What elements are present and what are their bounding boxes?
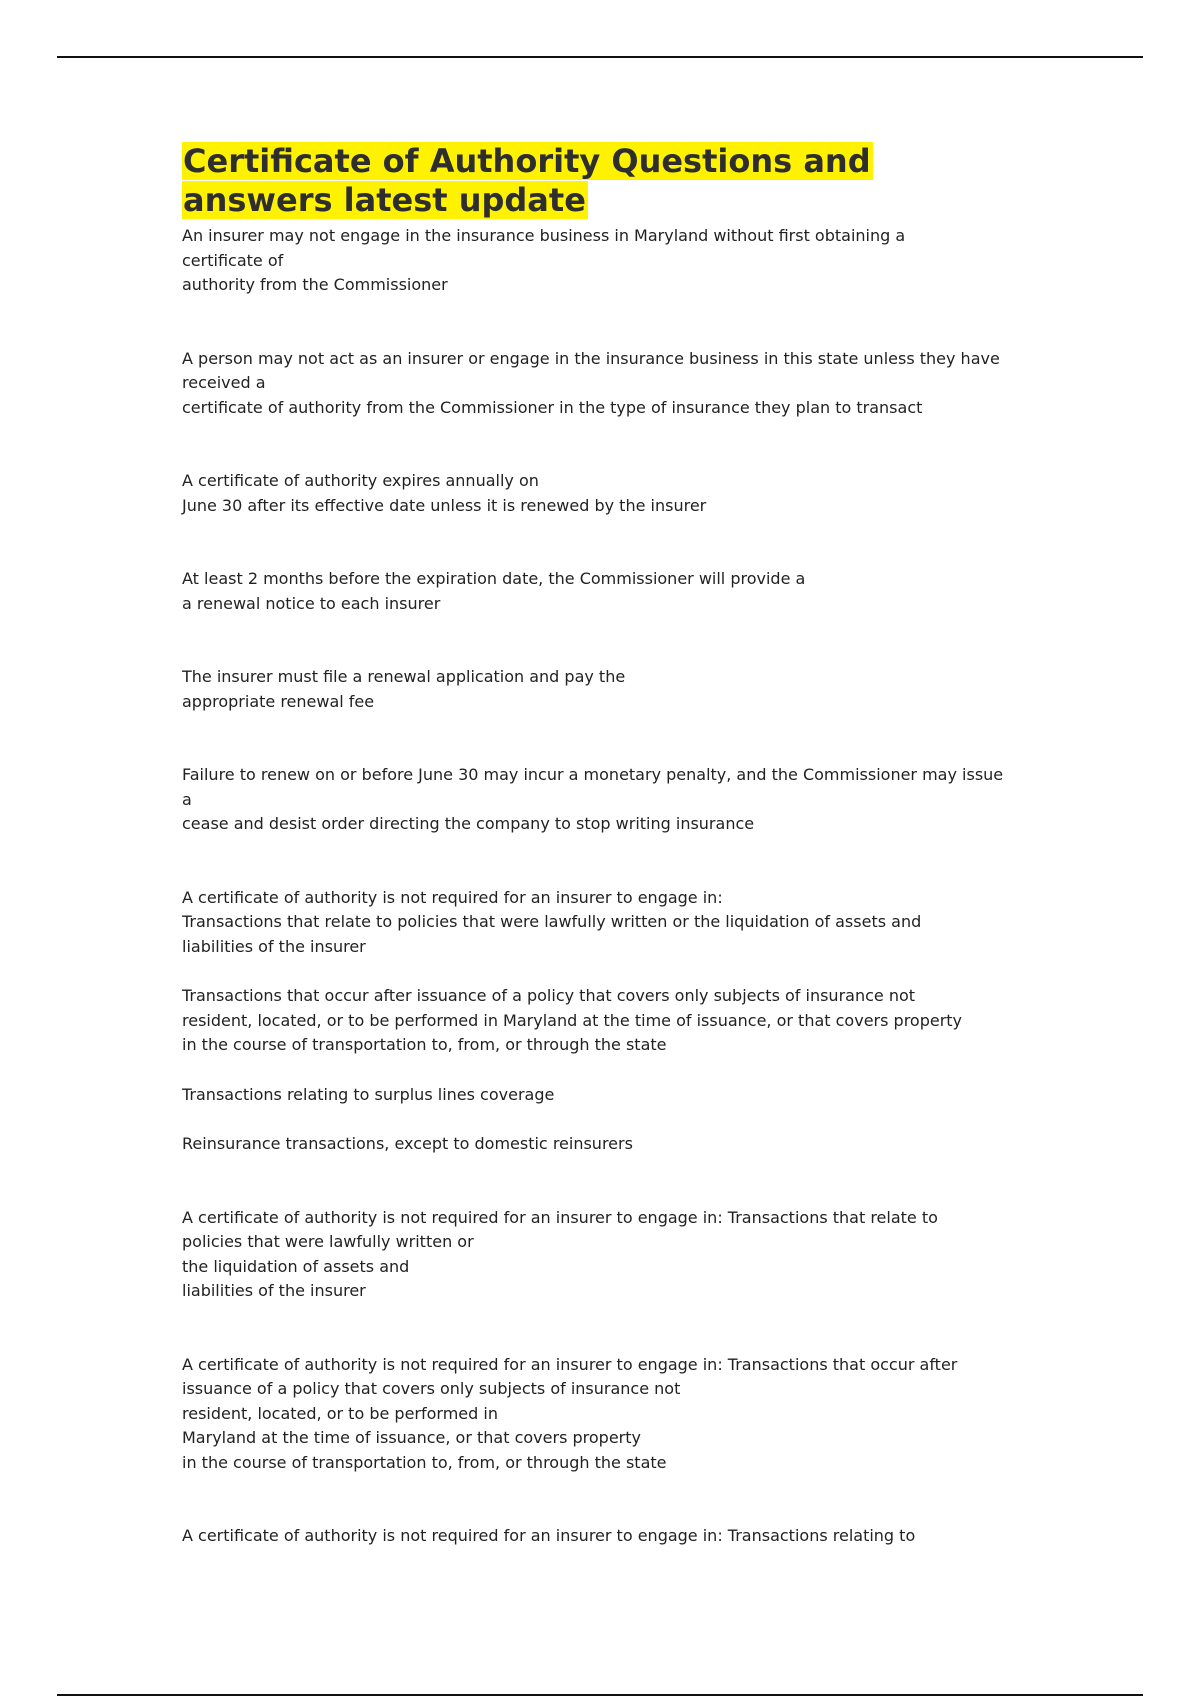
text-line: policies that were lawfully written or: [182, 1232, 474, 1251]
text-line: Reinsurance transactions, except to domestic reinsurers: [182, 1134, 633, 1153]
qa-block-8: [182, 984, 1042, 1058]
text-line: June 30 after its effective date unless it is renewed by the insurer: [182, 495, 707, 515]
text-line: certificate of: [182, 250, 284, 270]
qa-block-10: [182, 1132, 1042, 1157]
text-line: certificate of authority from the Commissioner in the type of insurance they plan to transact: [182, 397, 923, 417]
top-rule: [57, 56, 1143, 58]
qa-block-4: [182, 567, 1042, 616]
text-line: received a: [182, 373, 266, 392]
text-line: Failure to renew on or before June 30 may incur a monetary penalty, and the Commissioner may issue: [182, 765, 1004, 784]
text-line: cease and desist order directing the company to stop writing insurance: [182, 814, 755, 833]
qa-block-3: [182, 469, 1042, 518]
text-line: The insurer must file a renewal application and pay the: [182, 667, 626, 686]
text-line: An insurer may not engage in the insurance business in Maryland without first obtaining a: [182, 226, 906, 245]
qa-block-6: [182, 763, 1042, 837]
title-line-1: Certificate of Authority Questions and: [183, 142, 871, 180]
text-line: authority from the Commissioner: [182, 275, 448, 294]
text-line: in the course of transportation to, from, or through the state: [182, 1452, 667, 1472]
text-line: A certificate of authority is not required for an insurer to engage in: Transactions that occur after: [182, 1354, 958, 1374]
qa-block-7: [182, 886, 1042, 960]
text-line: Transactions that occur after issuance of a policy that covers only subjects of insurance not: [182, 986, 916, 1005]
text-line: A person may not act as an insurer or engage in the insurance business in this state unless they have: [182, 348, 1000, 368]
qa-block-1: [182, 224, 1042, 298]
bottom-rule: [57, 1694, 1143, 1696]
document-body: [182, 142, 1042, 1549]
qa-block-2: [182, 347, 1042, 421]
text-line: Transactions relating to surplus lines coverage: [182, 1084, 555, 1104]
qa-block-12: [182, 1353, 1042, 1476]
text-line: in the course of transportation to, from, or through the state: [182, 1035, 667, 1054]
text-line: a renewal notice to each insurer: [182, 593, 441, 613]
title-line-2: answers latest update: [183, 181, 586, 219]
text-line: liabilities of the insurer: [182, 1281, 366, 1300]
text-line: Maryland at the time of issuance, or that covers property: [182, 1428, 641, 1447]
text-line: the liquidation of assets and: [182, 1256, 410, 1276]
text-line: liabilities of the insurer: [182, 936, 366, 956]
text-line: Transactions that relate to policies that were lawfully written or the liquidation of assets and: [182, 912, 922, 931]
qa-block-5: [182, 665, 1042, 714]
text-line: resident, located, or to be performed in Maryland at the time of issuance, or that covers property: [182, 1010, 963, 1030]
text-line: appropriate renewal fee: [182, 691, 375, 711]
text-line: At least 2 months before the expiration date, the Commissioner will provide a: [182, 569, 806, 588]
text-line: issuance of a policy that covers only subjects of insurance not: [182, 1379, 681, 1398]
text-line: A certificate of authority expires annually on: [182, 471, 539, 490]
qa-block-13: [182, 1524, 1042, 1549]
text-line: A certificate of authority is not required for an insurer to engage in:: [182, 887, 723, 907]
document-title: [182, 142, 1042, 220]
text-line: a: [182, 789, 192, 809]
text-line: A certificate of authority is not required for an insurer to engage in: Transactions relating to: [182, 1526, 916, 1545]
text-line: A certificate of authority is not required for an insurer to engage in: Transactions that relate to: [182, 1207, 938, 1227]
text-line: resident, located, or to be performed in: [182, 1403, 498, 1423]
qa-block-9: [182, 1083, 1042, 1108]
qa-block-11: [182, 1206, 1042, 1304]
